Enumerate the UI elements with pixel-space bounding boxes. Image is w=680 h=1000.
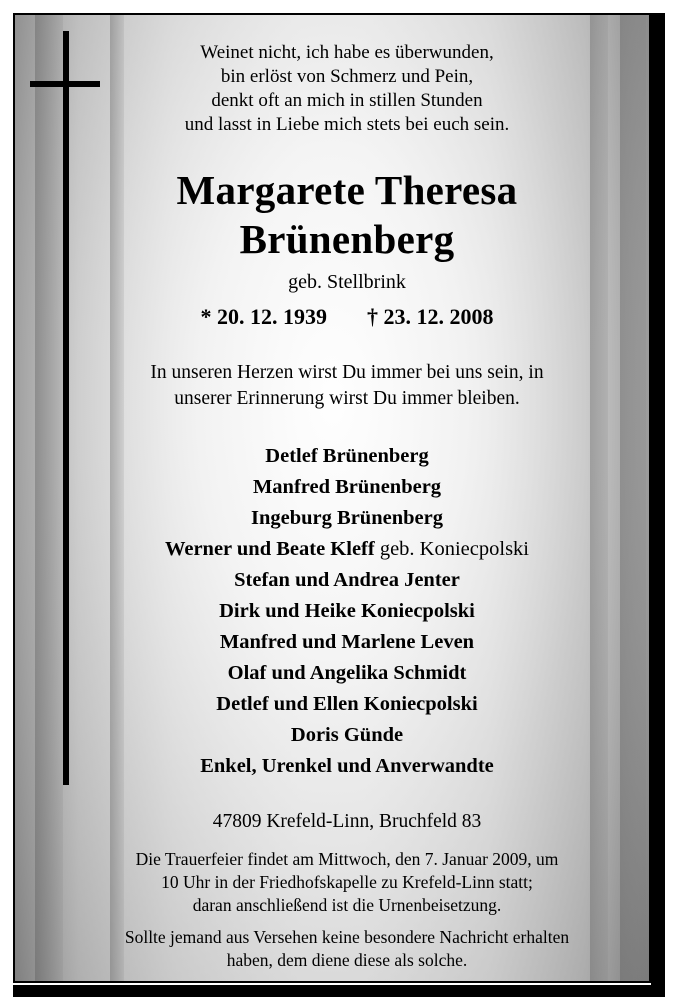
- deceased-surname: Brünenberg: [239, 216, 455, 262]
- mourners-list: [45, 441, 649, 782]
- memorial-quote: [45, 360, 649, 412]
- mourner: Werner und Beate Kleff: [164, 538, 375, 560]
- mourner: Olaf und Angelika Schmidt: [227, 662, 467, 684]
- quote-line: unserer Erinnerung wirst Du immer bleiben.: [174, 388, 520, 409]
- footer-line: Sollte jemand aus Versehen keine besondere Nachricht erhalten: [124, 927, 570, 947]
- service-line: daran anschließend ist die Urnenbeisetzung.: [192, 895, 502, 915]
- frame-shadow-right: [651, 13, 665, 985]
- mourner: Dirk und Heike Koniecpolski: [219, 600, 475, 622]
- life-dates: [45, 303, 649, 331]
- mourner: Stefan und Andrea Jenter: [234, 569, 460, 591]
- poem: [45, 41, 649, 137]
- frame-shadow-bottom: [13, 985, 665, 997]
- poem-line: Weinet nicht, ich habe es überwunden,: [200, 42, 494, 63]
- mourner: Manfred und Marlene Leven: [219, 631, 475, 653]
- mourner: Ingeburg Brünenberg: [251, 507, 443, 529]
- footer-note: [45, 926, 649, 972]
- poem-line: denkt oft an mich in stillen Stunden: [211, 90, 483, 111]
- poem-line: bin erlöst von Schmerz und Pein,: [220, 66, 474, 87]
- obituary-notice: [13, 13, 651, 983]
- mourner: Doris Günde: [290, 724, 404, 746]
- death-date: † 23. 12. 2008: [367, 304, 494, 329]
- mourner-with-note: [45, 534, 649, 565]
- address: 47809 Krefeld-Linn, Bruchfeld 83: [212, 811, 482, 832]
- mourner: Enkel, Urenkel und Anverwandte: [200, 755, 494, 777]
- birth-date: * 20. 12. 1939: [200, 304, 327, 329]
- service-line: Die Trauerfeier findet am Mittwoch, den 7. Januar 2009, um: [135, 849, 559, 869]
- mourner: Detlef Brünenberg: [265, 445, 429, 467]
- quote-line: In unseren Herzen wirst Du immer bei uns sein, in: [150, 362, 544, 383]
- footer-line: haben, dem diene diese als solche.: [226, 950, 468, 970]
- maiden-name: geb. Stellbrink: [288, 271, 406, 293]
- mourner-maiden-note: geb. Koniecpolski: [379, 538, 529, 560]
- service-line: 10 Uhr in der Friedhofskapelle zu Krefeld-Linn statt;: [161, 872, 533, 892]
- service-info: [45, 848, 649, 917]
- deceased-first-names: Margarete Theresa: [176, 167, 518, 213]
- deceased-name: [45, 166, 649, 264]
- mourner: Manfred Brünenberg: [252, 476, 442, 498]
- mourner: Detlef und Ellen Koniecpolski: [216, 693, 478, 715]
- poem-line: und lasst in Liebe mich stets bei euch sein.: [184, 114, 510, 135]
